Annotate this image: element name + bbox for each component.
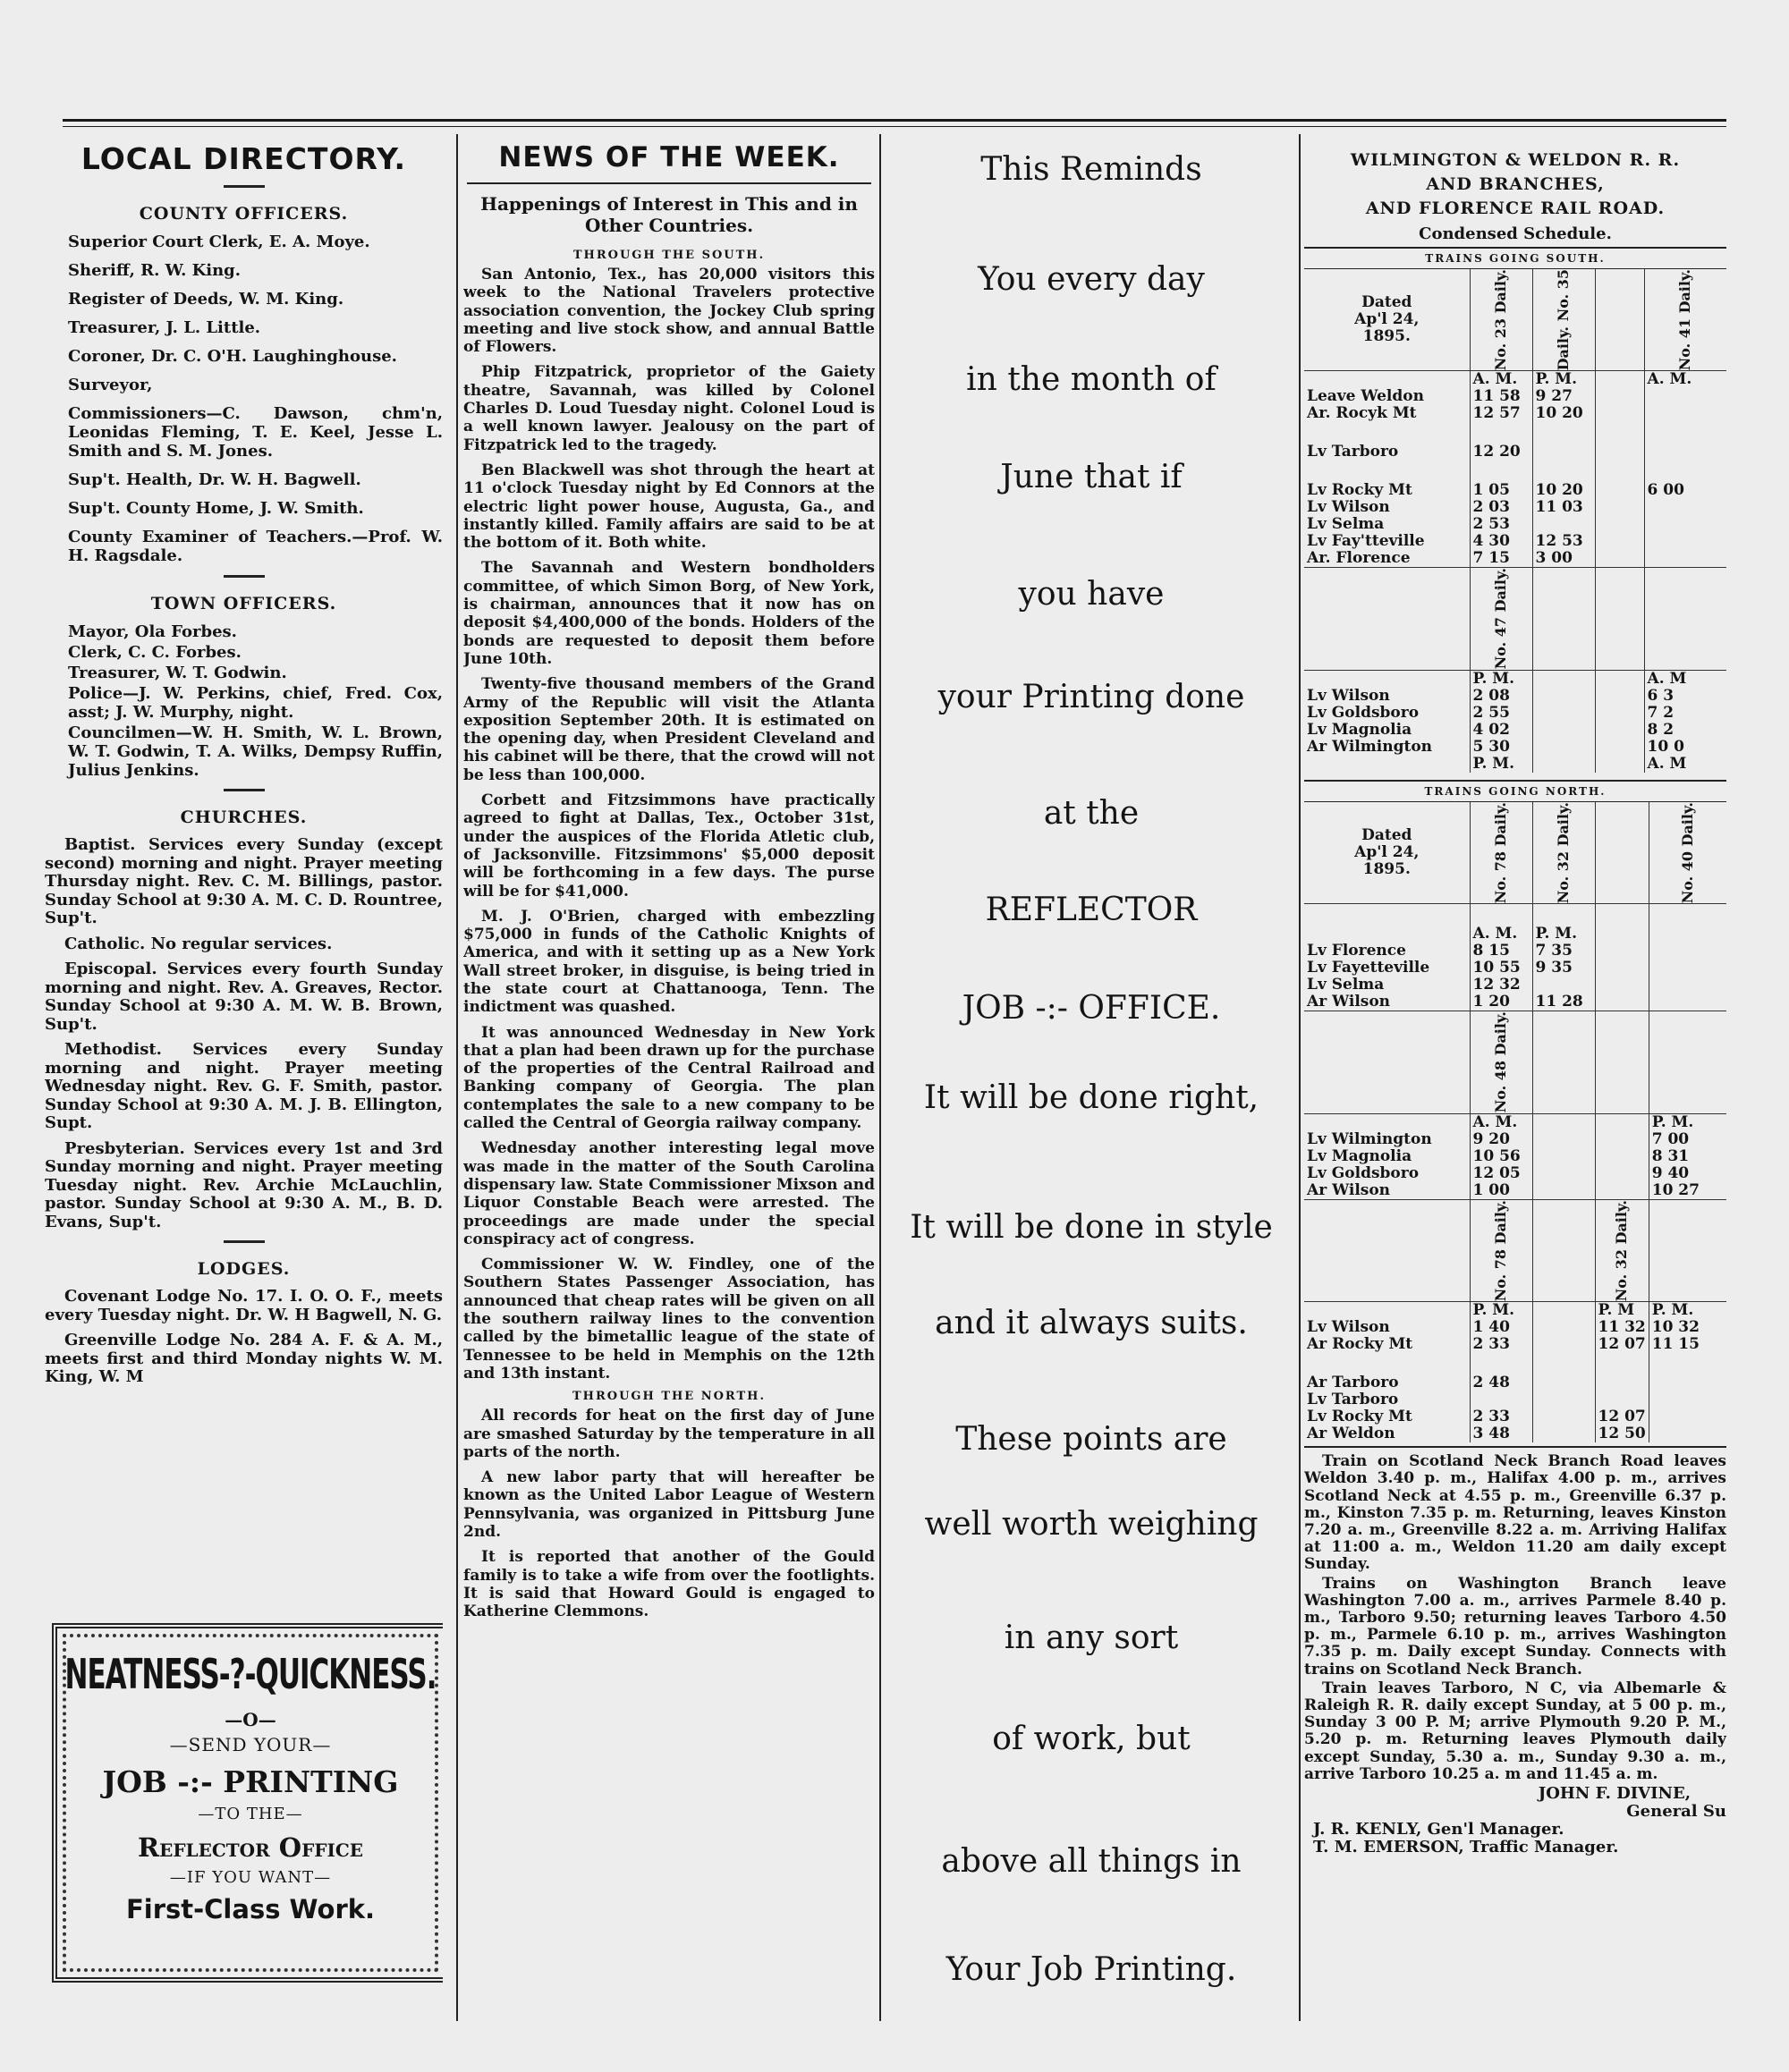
news-title-rule bbox=[467, 182, 871, 184]
ad-if-you-want: —IF YOU WANT— bbox=[169, 1868, 332, 1887]
lodges-list bbox=[45, 1288, 443, 1387]
trains-south-heading: TRAINS GOING SOUTH. bbox=[1304, 247, 1726, 269]
reminder-line: and it always suits. bbox=[935, 1305, 1248, 1341]
table-row: Ar Rocky Mt 2 33 12 07 11 15 bbox=[1304, 1336, 1726, 1353]
county-entry: Sup't. Health, Dr. W. H. Bagwell. bbox=[68, 470, 361, 489]
printing-advertisement bbox=[52, 1623, 443, 1983]
column-divider-2 bbox=[879, 134, 881, 2021]
reminder-line: This Reminds bbox=[980, 151, 1202, 188]
units-row: A. M. P. M. bbox=[1304, 926, 1726, 943]
lodge-entry: Covenant Lodge No. 17. I. O. O. F., meets every Tuesday night. Dr. W. H Bagwell, N. G. bbox=[45, 1287, 443, 1324]
train-number: No. 78 Daily. bbox=[1492, 801, 1509, 904]
table-row: Lv Rocky Mt 1 05 10 20 6 00 bbox=[1304, 482, 1726, 499]
county-entry: Surveyor, bbox=[68, 376, 153, 394]
town-officers-heading: TOWN OFFICERS. bbox=[150, 594, 337, 613]
north-heading: THROUGH THE NORTH. bbox=[572, 1390, 766, 1404]
news-title: NEWS OF THE WEEK. bbox=[498, 141, 840, 173]
reminder-line: REFLECTOR bbox=[985, 892, 1198, 928]
church-entry: Presbyterian. Services every 1st and 3rd Sunday morning and night. Prayer meeting Tuesday night. Rev. Archie McLauchlin, pastor. Sunday School at 9:30 A. M., B. D. Evans, Sup't. bbox=[45, 1138, 443, 1231]
branch-note: Trains on Washington Branch leave Washington 7.00 a. m., arrives Parmele 8.40 p. m., Tarboro 9.50; returning leaves Tarboro 4.50 p. m., Parmele 6.10 p. m., arrives Washington 7.35 p. m. Daily except Sunday. Connects with trains on Scotland Neck Branch. bbox=[1304, 1574, 1726, 1679]
directory-title: LOCAL DIRECTORY. bbox=[81, 141, 407, 176]
table-row: Lv Selma 12 32 bbox=[1304, 977, 1726, 994]
column-divider-3 bbox=[1299, 134, 1301, 2021]
county-entry: Coroner, Dr. C. O'H. Laughinghouse. bbox=[68, 347, 397, 366]
town-entry: Clerk, C. C. Forbes. bbox=[68, 643, 242, 662]
table-row: Ar Wilson 1 00 10 27 bbox=[1304, 1182, 1726, 1200]
train-number: No. 40 Daily. bbox=[1678, 801, 1696, 904]
reminder-line: Your Job Printing. bbox=[945, 1951, 1237, 1988]
reminder-line: It will be done right, bbox=[923, 1079, 1259, 1116]
news-subtitle: Happenings of Interest in This and in Other Countries. bbox=[480, 193, 858, 236]
train-number: No. 78 Daily. bbox=[1492, 1199, 1509, 1302]
churches-heading: CHURCHES. bbox=[180, 808, 308, 827]
reminder-line: in any sort bbox=[1004, 1620, 1179, 1656]
south-news-list bbox=[463, 266, 875, 1383]
church-entry: Episcopal. Services every fourth Sunday morning and night. Rev. A. Greaves, Rector. Sunday School at 9:30 A. M. W. B. Brown, Sup't. bbox=[45, 960, 443, 1034]
reminder-line: You every day bbox=[978, 261, 1205, 298]
southbound-timetable bbox=[1304, 269, 1726, 773]
news-item: Wednesday another interesting legal move was made in the matter of the South Carolina dispensary law. State Commissioner Mixson and Liquor Constable Beach were arrested. The proceedings are made under the special conspiracy act of congress. bbox=[463, 1139, 875, 1248]
train-number: No. 47 Daily. bbox=[1492, 568, 1509, 670]
divider bbox=[224, 1240, 265, 1243]
news-item: Commissioner W. W. Findley, one of the Southern States Passenger Association, has announced that cheap rates will be given on all the southern railway lines to the convention called by the bimetallic league of the state of Tennessee to be held in Memphis on the 12th and 13th instant. bbox=[463, 1256, 875, 1383]
reminder-line: above all things in bbox=[941, 1843, 1242, 1880]
northbound-timetable bbox=[1304, 802, 1726, 1442]
lodge-entry: Greenville Lodge No. 284 A. F. & A. M., meets first and third Monday nights W. M. King, W. M bbox=[45, 1331, 443, 1386]
news-item: San Antonio, Tex., has 20,000 visitors this week to the National Travelers protective association convention, the Jockey Club spring meeting and live stock show, and annual Battle of Flowers. bbox=[463, 266, 875, 357]
divider bbox=[224, 575, 265, 578]
trains-north-heading: TRAINS GOING NORTH. bbox=[1304, 780, 1726, 802]
train-number: No. 32 Daily. bbox=[1613, 1199, 1631, 1302]
ad-headline: NEATNESS-?-QUICKNESS. bbox=[64, 1651, 437, 1699]
train-number: No. 23 Daily. bbox=[1492, 269, 1509, 371]
news-item: It was announced Wednesday in New York that a plan had been drawn up for the purchase of the properties of the Central Railroad and Banking company of Georgia. The plan contemplates the sale to a new company to be called the Central of Georgia railway company. bbox=[463, 1023, 875, 1133]
column-divider-1 bbox=[456, 134, 458, 2021]
reminder-line: It will be done in style bbox=[910, 1209, 1273, 1246]
train-number: No. 48 Daily. bbox=[1492, 1011, 1509, 1113]
top-rule-thin bbox=[63, 126, 1726, 127]
signature-divine: JOHN F. DIVINE, bbox=[1538, 1783, 1691, 1803]
news-item: Ben Blackwell was shot through the heart at 11 o'clock Tuesday night by Ed Connors at the electric light power house, Augusta, Ga., and instantly killed. Family affairs are said to be at the bottom of it. Both white. bbox=[463, 461, 875, 553]
branch-note: Train on Scotland Neck Branch Road leaves Weldon 3.40 p. m., Halifax 4.00 p. m., arrives Scotland Neck at 4.55 p. m., Greenville 6.37 p. m., Kinston 7.35 p. m. Returning, leaves Kinston 7.20 a. m., Greenville 8.22 a. m. Arriving Halifax at 11:00 a. m., Weldon 11.20 am daily except Sunday. bbox=[1304, 1452, 1726, 1574]
train-number: No. 41 Daily. bbox=[1676, 269, 1694, 371]
signature-kenly: J. R. KENLY, Gen'l Manager. bbox=[1313, 1819, 1564, 1839]
county-entry: Superior Court Clerk, E. A. Moye. bbox=[68, 233, 370, 251]
train-number: No. 32 Daily. bbox=[1555, 801, 1572, 904]
units-row: A. M. P. M. bbox=[1304, 1113, 1726, 1131]
news-item: Twenty-five thousand members of the Grand Army of the Republic will visit the Atlanta exposition September 20th. It is estimated on the opening day, when President Cleveland and his cabinet will be there, that the crowd will not be less than 100,000. bbox=[463, 675, 875, 784]
ad-job-printing: JOB -:- PRINTING bbox=[102, 1764, 399, 1799]
table-row: Lv Fay'tteville 4 30 12 53 bbox=[1304, 533, 1726, 550]
notes-rule bbox=[1304, 1446, 1726, 1448]
reminder-advertisement-column bbox=[886, 134, 1297, 2009]
ad-reflector-office: Reflector Office bbox=[138, 1832, 363, 1863]
table-row: Ar. Rocyk Mt 12 57 10 20 bbox=[1304, 405, 1726, 422]
timetable-header-row bbox=[1304, 269, 1726, 371]
dated-label: Dated Ap'l 24, 1895. bbox=[1354, 293, 1420, 346]
table-row: Ar Weldon 3 48 12 50 bbox=[1304, 1425, 1726, 1442]
church-entry: Catholic. No regular services. bbox=[64, 934, 333, 953]
table-row: Lv Goldsboro 2 55 7 2 bbox=[1304, 705, 1726, 722]
units-row: P. M. A. M bbox=[1304, 670, 1726, 688]
signature-emerson: T. M. EMERSON, Traffic Manager. bbox=[1313, 1837, 1619, 1856]
units-row: P. M. A. M bbox=[1304, 756, 1726, 773]
news-item: All records for heat on the first day of June are smashed Saturday by the temperature in all parts of the north. bbox=[463, 1407, 875, 1461]
church-entry: Methodist. Services every Sunday morning and night. Prayer meeting Wednesday night. Rev. G. F. Smith, pastor. Sunday School at 9:30 A. M. J. B. Ellington, Supt. bbox=[45, 1040, 443, 1132]
table-row: Ar Wilmington 5 30 10 0 bbox=[1304, 739, 1726, 756]
county-entry: Sheriff, R. W. King. bbox=[68, 261, 242, 280]
table-row: Lv Magnolia 10 56 8 31 bbox=[1304, 1148, 1726, 1165]
units-row: A. M. P. M. A. M. bbox=[1304, 371, 1726, 389]
table-row: Lv Tarboro bbox=[1304, 1391, 1726, 1408]
ad-send-your: —SEND YOUR— bbox=[169, 1734, 332, 1755]
north-news-list bbox=[463, 1407, 875, 1620]
south-heading: THROUGH THE SOUTH. bbox=[572, 249, 766, 262]
reminder-line: you have bbox=[1018, 576, 1165, 613]
reminder-line: your Printing done bbox=[937, 679, 1245, 715]
ad-to-the: —TO THE— bbox=[198, 1805, 303, 1823]
table-row: Lv Selma 2 53 bbox=[1304, 516, 1726, 533]
church-entry: Baptist. Services every Sunday (except second) morning and night. Prayer meeting Thursday night. Rev. C. M. Billings, pastor. Sunday School at 9:30 A. M. C. D. Rountree, Sup't. bbox=[45, 835, 443, 927]
table-row: Lv Wilmington 9 20 7 00 bbox=[1304, 1131, 1726, 1148]
ad-ornament: —O— bbox=[225, 1709, 276, 1730]
table-row: Lv Wilson 2 08 6 3 bbox=[1304, 688, 1726, 705]
dated-label: Dated Ap'l 24, 1895. bbox=[1354, 826, 1420, 879]
units-row: P. M. P. M P. M. bbox=[1304, 1302, 1726, 1320]
railroad-title-branches: AND BRANCHES, bbox=[1426, 174, 1605, 194]
table-row: Lv Rocky Mt 2 33 12 07 bbox=[1304, 1408, 1726, 1425]
local-directory-column bbox=[45, 134, 443, 2009]
county-entry: Sup't. County Home, J. W. Smith. bbox=[68, 499, 364, 518]
table-row: Lv Goldsboro 12 05 9 40 bbox=[1304, 1165, 1726, 1182]
reminder-line: June that if bbox=[1000, 459, 1183, 495]
news-item: Corbett and Fitzsimmons have practically agreed to fight at Dallas, Tex., October 31st, under the auspices of the Florida Atletic club, of Jacksonville. Fitzsimmons' $5,000 deposit will be forthcoming in a few days. The purse will be for $41,000. bbox=[463, 791, 875, 901]
table-row: Leave Weldon 11 58 9 27 bbox=[1304, 388, 1726, 405]
table-row: Lv Fayetteville 10 55 9 35 bbox=[1304, 960, 1726, 977]
timetable-header-row bbox=[1304, 802, 1726, 904]
railroad-title-florence: AND FLORENCE RAIL ROAD. bbox=[1365, 199, 1666, 218]
lodges-heading: LODGES. bbox=[197, 1259, 291, 1279]
county-entry: Treasurer, J. L. Little. bbox=[68, 318, 261, 337]
schedule-subtitle: Condensed Schedule. bbox=[1419, 224, 1612, 243]
divider bbox=[224, 185, 265, 188]
table-row: Ar. Florence 7 15 3 00 bbox=[1304, 550, 1726, 568]
news-item: The Savannah and Western bondholders committee, of which Simon Borg, of New York, is chairman, announces that it now has on deposit $4,400,000 of the bonds. Holders of the bonds are requested to deposit them before June 10th. bbox=[463, 559, 875, 668]
town-officers-list bbox=[45, 622, 443, 780]
table-row: Lv Florence 8 15 7 35 bbox=[1304, 943, 1726, 960]
reminder-line: at the bbox=[1043, 795, 1140, 832]
news-item: A new labor party that will hereafter be known as the United Labor League of Western Pennsylvania, was organized in Pittsburg June 2nd. bbox=[463, 1468, 875, 1541]
town-entry: Mayor, Ola Forbes. bbox=[68, 622, 237, 641]
news-item: It is reported that another of the Gould family is to take a wife from over the footlights. It is said that Howard Gould is engaged to Katherine Clemmons. bbox=[463, 1548, 875, 1621]
county-officers-heading: COUNTY OFFICERS. bbox=[139, 204, 349, 224]
reminder-line: well worth weighing bbox=[924, 1506, 1259, 1543]
table-row: Ar Tarboro 2 48 bbox=[1304, 1374, 1726, 1391]
table-row: Ar Wilson 1 20 11 28 bbox=[1304, 994, 1726, 1011]
reminder-line: These points are bbox=[955, 1421, 1227, 1458]
county-officers-list bbox=[45, 233, 443, 565]
news-item: Phip Fitzpatrick, proprietor of the Gaiety theatre, Savannah, was killed by Colonel Charles D. Loud Tuesday night. Colonel Loud is a well known lawyer. Jealousy on the part of Fitzpatrick led to the tragedy. bbox=[463, 363, 875, 454]
reminder-line: of work, but bbox=[992, 1721, 1191, 1757]
county-entry: County Examiner of Teachers.—Prof. W. H. Ragsdale. bbox=[68, 528, 443, 565]
news-item: M. J. O'Brien, charged with embezzling $75,000 in funds of the Catholic Knights of America, and with it setting up as a New York Wall street broker, in disguise, is being tried in the state court at Chattanooga, Tenn. The indictment was quashed. bbox=[463, 907, 875, 1017]
county-entry: Register of Deeds, W. M. King. bbox=[68, 290, 344, 309]
ad-first-class-work: First-Class Work. bbox=[125, 1894, 376, 1924]
county-entry: Commissioners—C. Dawson, chm'n, Leonidas Fleming, T. E. Keel, Jesse L. Smith and S. M. Jones. bbox=[68, 404, 443, 461]
table-row: Lv Tarboro 12 20 bbox=[1304, 444, 1726, 461]
top-rule bbox=[63, 119, 1726, 122]
table-row: Lv Magnolia 4 02 8 2 bbox=[1304, 722, 1726, 739]
branch-note: Train leaves Tarboro, N C, via Albemarle & Raleigh R. R. daily except Sunday, at 5 00 p. m., Sunday 3 00 P. M; arrive Plymouth 9.20 P. M., 5.20 p. m. Returning leaves Plymouth daily except Sunday, 5.30 a. m., Sunday 9.30 a. m., arrive Tarboro 10.25 a. m and 11.45 a. m. bbox=[1304, 1679, 1726, 1783]
churches-list bbox=[45, 836, 443, 1231]
reminder-line: in the month of bbox=[966, 361, 1217, 398]
table-row: Lv Wilson 1 40 11 32 10 32 bbox=[1304, 1319, 1726, 1336]
train-number: Daily. No. 35 bbox=[1555, 269, 1572, 371]
railroad-schedule-column bbox=[1304, 134, 1726, 2009]
table-row: Lv Wilson 2 03 11 03 bbox=[1304, 499, 1726, 516]
reminder-line: JOB -:- OFFICE. bbox=[962, 990, 1221, 1027]
divider bbox=[224, 789, 265, 791]
town-entry: Treasurer, W. T. Godwin. bbox=[68, 664, 287, 682]
news-of-the-week-column bbox=[463, 134, 875, 2009]
town-entry: Councilmen—W. H. Smith, W. L. Brown, W. T. Godwin, T. A. Wilks, Dempsy Ruffin, Julius Jenkins. bbox=[68, 723, 443, 780]
signature-title: General Su bbox=[1626, 1801, 1726, 1821]
railroad-title: WILMINGTON & WELDON R. R. bbox=[1350, 150, 1681, 170]
town-entry: Police—J. W. Perkins, chief, Fred. Cox, asst; J. W. Murphy, night. bbox=[68, 684, 443, 722]
